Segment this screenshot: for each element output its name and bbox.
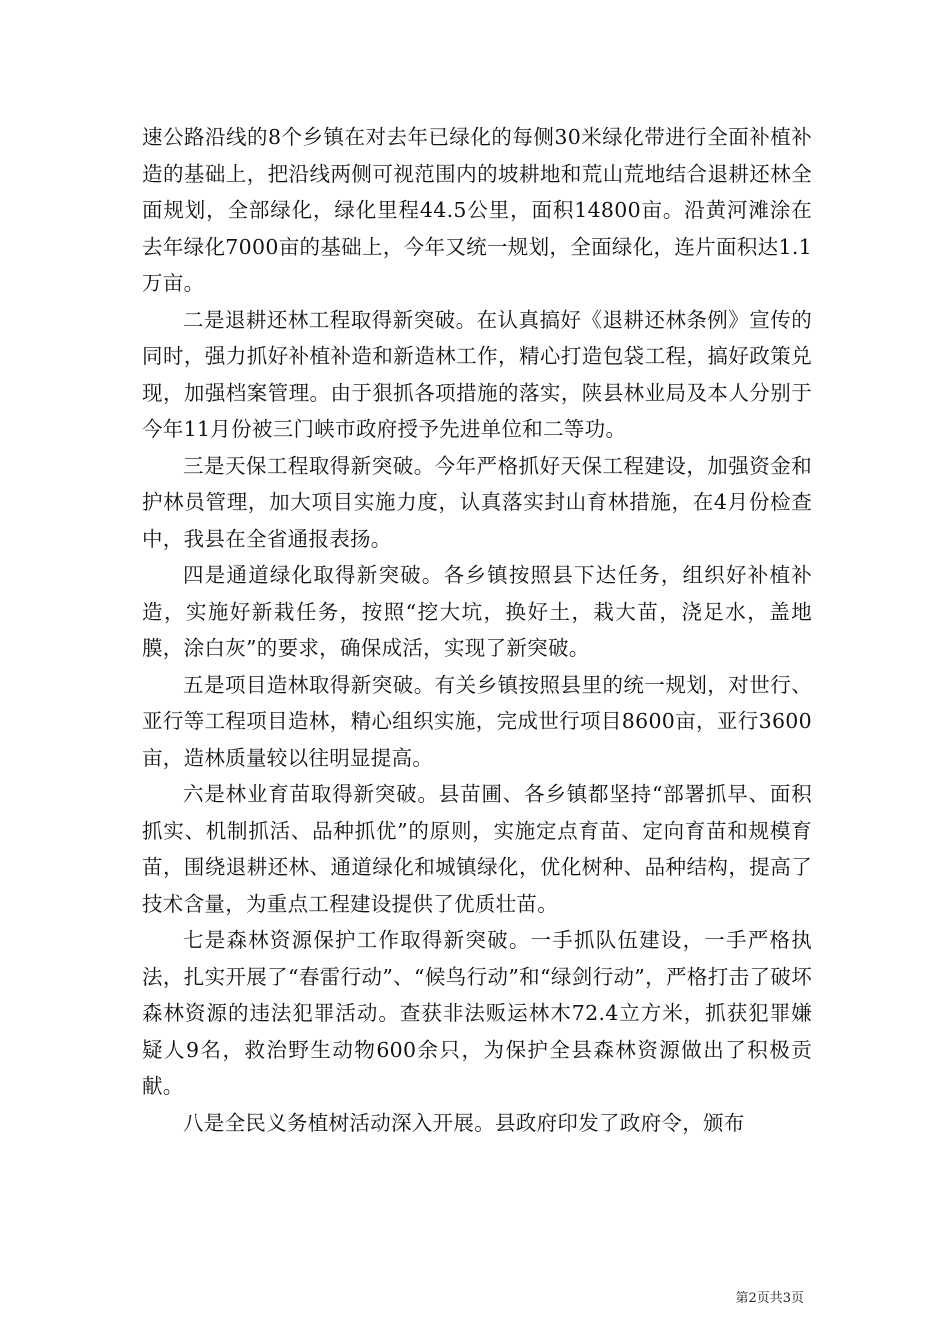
paragraph-2: 二是退耕还林工程取得新突破。在认真搞好《退耕还林条例》宣传的同时，强力抓好补植补造和新造林工作，精心打造包袋工程，搞好政策兑现，加强档案管理。由于狠抓各项措施的落实，陕县林业局及本人分别于今年11月份被三门峡市政府授予先进单位和二等功。 <box>142 307 812 441</box>
document-body <box>142 119 812 1141</box>
paragraph-1: 速公路沿线的8个乡镇在对去年已绿化的每侧30米绿化带进行全面补植补造的基础上，把沿线两侧可视范围内的坡耕地和荒山荒地结合退耕还林全面规划，全部绿化，绿化里程44.5公里，面积14800亩。沿黄河滩涂在去年绿化7000亩的基础上，今年又统一规划，全面绿化，连片面积达1.1万亩。 <box>142 125 812 295</box>
paragraph-5: 五是项目造林取得新突破。有关乡镇按照县里的统一规划，对世行、亚行等工程项目造林，精心组织实施，完成世行项目8600亩，亚行3600亩，造林质量较以往明显提高。 <box>142 672 812 770</box>
paragraph-7: 七是森林资源保护工作取得新突破。一手抓队伍建设，一手严格执法，扎实开展了“春雷行动”、“候鸟行动”和“绿剑行动”，严格打击了破坏森林资源的违法犯罪活动。查获非法贩运林木72.4立方米，抓获犯罪嫌疑人9名，救治野生动物600余只，为保护全县森林资源做出了积极贡献。 <box>142 928 812 1098</box>
paragraph-8: 八是全民义务植树活动深入开展。县政府印发了政府令，颁布 <box>183 1110 745 1135</box>
paragraph-4: 四是通道绿化取得新突破。各乡镇按照县下达任务，组织好补植补造，实施好新栽任务，按照“挖大坑，换好土，栽大苗，浇足水，盖地膜，涂白灰”的要求，确保成活，实现了新突破。 <box>142 563 812 660</box>
paragraph-3: 三是天保工程取得新突破。今年严格抓好天保工程建设，加强资金和护林员管理，加大项目实施力度，认真落实封山育林措施，在4月份检查中，我县在全省通报表扬。 <box>142 453 812 551</box>
paragraph-6: 六是林业育苗取得新突破。县苗圃、各乡镇都坚持“部署抓早、面积抓实、机制抓活、品种抓优”的原则，实施定点育苗、定向育苗和规模育苗，围绕退耕还林、通道绿化和城镇绿化，优化树种、品种结构，提高了技术含量，为重点工程建设提供了优质壮苗。 <box>142 782 812 916</box>
page-number-footer: 第2页共3页 <box>735 1291 804 1306</box>
